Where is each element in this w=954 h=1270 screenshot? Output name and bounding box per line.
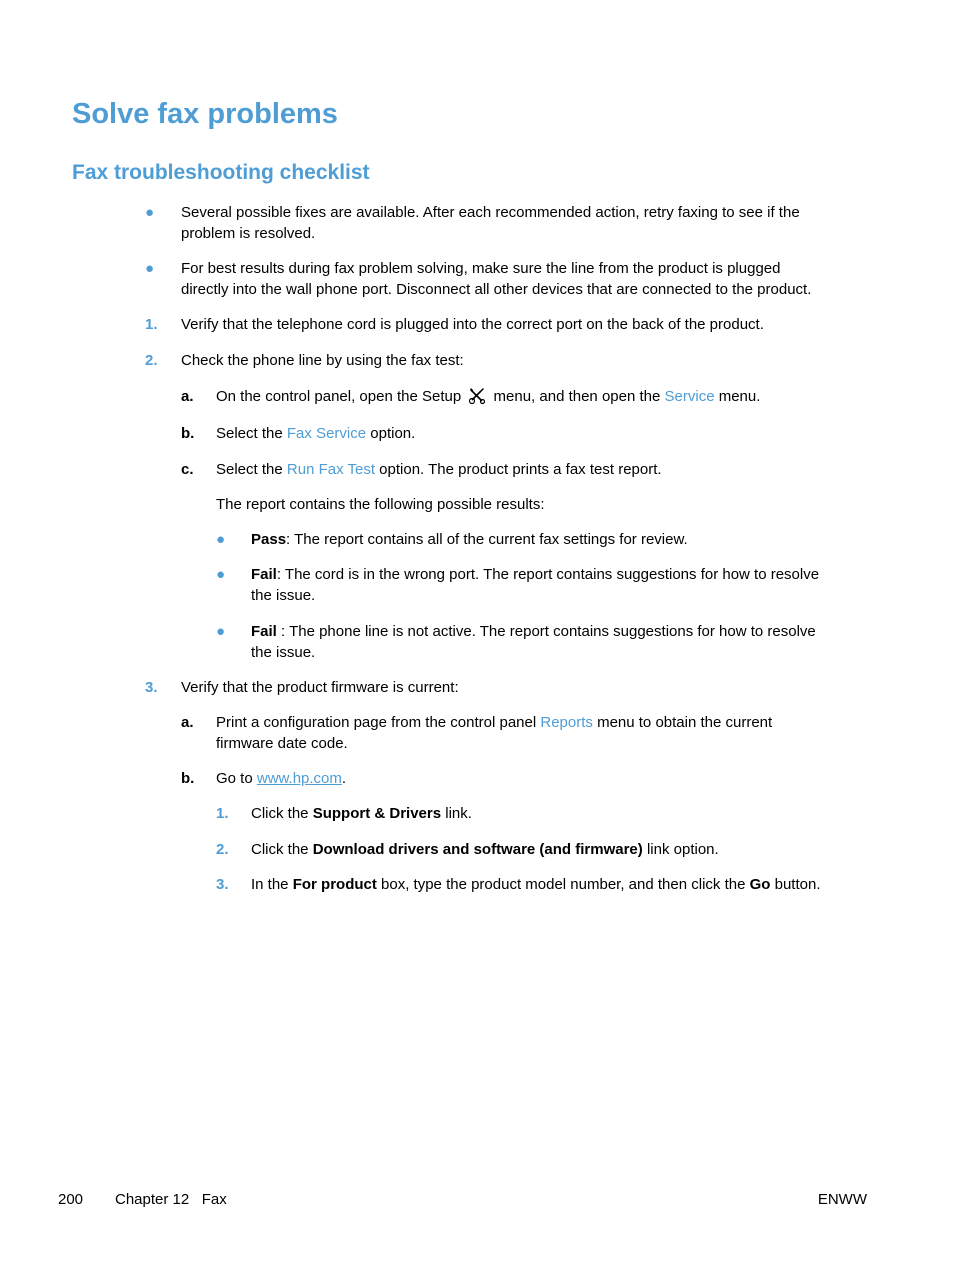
substep-text: link option. bbox=[646, 841, 719, 858]
substep-text: Click the bbox=[251, 805, 309, 822]
substep-text: In the bbox=[251, 876, 289, 893]
ui-label: For product bbox=[292, 876, 377, 893]
bullet-marker: ● bbox=[216, 623, 226, 640]
run-fax-test-reference: Run Fax Test bbox=[286, 461, 375, 478]
substep-text: menu, and then open the bbox=[493, 388, 661, 405]
step-1-text: Verify that the telephone cord is plugged into the correct port on the back of the product. bbox=[181, 316, 764, 333]
result-label: Pass bbox=[251, 531, 287, 548]
substep-letter: a. bbox=[181, 714, 194, 731]
footer-doc-code: ENWW bbox=[817, 1191, 867, 1208]
substep-text: Select the bbox=[216, 425, 283, 442]
results-intro: The report contains the following possible results: bbox=[216, 496, 545, 513]
substep-text: firmware date code. bbox=[216, 735, 348, 752]
substep-2c bbox=[216, 459, 876, 480]
substep-letter: a. bbox=[181, 388, 194, 405]
list-item-text: problem is resolved. bbox=[181, 225, 316, 242]
bullet-marker: ● bbox=[145, 260, 155, 277]
ui-label: Go bbox=[749, 876, 771, 893]
result-text: the issue. bbox=[251, 587, 316, 604]
step-number: 2. bbox=[145, 352, 158, 369]
page-title: Solve fax problems bbox=[72, 98, 338, 130]
service-menu-reference: Service bbox=[664, 388, 715, 405]
setup-wrench-icon bbox=[467, 386, 487, 406]
bullet-marker: ● bbox=[145, 204, 155, 221]
step-number: 1. bbox=[145, 316, 158, 333]
substep-text: menu to obtain the current bbox=[597, 714, 773, 731]
fax-service-reference: Fax Service bbox=[286, 425, 367, 442]
result-pass bbox=[251, 529, 891, 550]
chapter-label: Chapter 12 Fax bbox=[115, 1191, 227, 1208]
step-number: 1. bbox=[216, 805, 229, 822]
result-label: Fail bbox=[251, 566, 277, 583]
substep-2a bbox=[216, 386, 876, 407]
list-item-text: directly into the wall phone port. Disconnect all other devices that are connected to the product. bbox=[181, 281, 812, 298]
substep-text: On the control panel, open the Setup bbox=[216, 388, 462, 405]
ui-label: Download drivers and software (and firmware) bbox=[312, 841, 643, 858]
list-item-text: For best results during fax problem solving, make sure the line from the product is plugged bbox=[181, 260, 781, 277]
result-text: the issue. bbox=[251, 644, 316, 661]
result-label: Fail bbox=[251, 623, 277, 640]
list-item bbox=[181, 202, 881, 244]
substep-2b bbox=[216, 423, 876, 444]
substep-3b bbox=[216, 768, 876, 789]
reports-menu-reference: Reports bbox=[540, 714, 593, 731]
ui-label: Support & Drivers bbox=[312, 805, 442, 822]
result-fail-port bbox=[251, 564, 891, 606]
substep-text: Print a configuration page from the control panel bbox=[216, 714, 537, 731]
substep-text: box, type the product model number, and then click the bbox=[381, 876, 746, 893]
step-number: 3. bbox=[145, 679, 158, 696]
list-item-text: Several possible fixes are available. After each recommended action, retry faxing to see if the bbox=[181, 204, 800, 221]
substep-text: Select the bbox=[216, 461, 283, 478]
substep-3a bbox=[216, 712, 876, 754]
section-heading: Fax troubleshooting checklist bbox=[72, 161, 370, 184]
step-2-text: Check the phone line by using the fax test: bbox=[181, 352, 464, 369]
substep-letter: b. bbox=[181, 425, 195, 442]
substep-text: Click the bbox=[251, 841, 309, 858]
substep-support-drivers bbox=[251, 803, 891, 824]
bullet-marker: ● bbox=[216, 566, 226, 583]
result-text: : The report contains all of the current fax settings for review. bbox=[286, 531, 688, 548]
substep-text: Go to bbox=[216, 770, 253, 787]
step-3-text: Verify that the product firmware is current: bbox=[181, 679, 459, 696]
bullet-marker: ● bbox=[216, 531, 226, 548]
page-number: 200 bbox=[58, 1191, 84, 1208]
result-text: : The cord is in the wrong port. The report contains suggestions for how to resolve bbox=[276, 566, 820, 583]
result-text: : The phone line is not active. The report contains suggestions for how to resolve bbox=[276, 623, 816, 640]
substep-letter: b. bbox=[181, 770, 195, 787]
substep-letter: c. bbox=[181, 461, 194, 478]
substep-text: menu. bbox=[718, 388, 761, 405]
substep-text: option. bbox=[370, 425, 416, 442]
hp-website-link[interactable]: www.hp.com bbox=[256, 770, 342, 787]
step-number: 2. bbox=[216, 841, 229, 858]
substep-text: . bbox=[341, 770, 347, 787]
list-item bbox=[181, 258, 881, 300]
step-number: 3. bbox=[216, 876, 229, 893]
substep-text: button. bbox=[774, 876, 821, 893]
substep-text: option. The product prints a fax test report. bbox=[379, 461, 662, 478]
substep-text: link. bbox=[445, 805, 472, 822]
substep-download-drivers bbox=[251, 839, 891, 860]
result-fail-line bbox=[251, 621, 891, 663]
substep-for-product bbox=[251, 874, 911, 895]
